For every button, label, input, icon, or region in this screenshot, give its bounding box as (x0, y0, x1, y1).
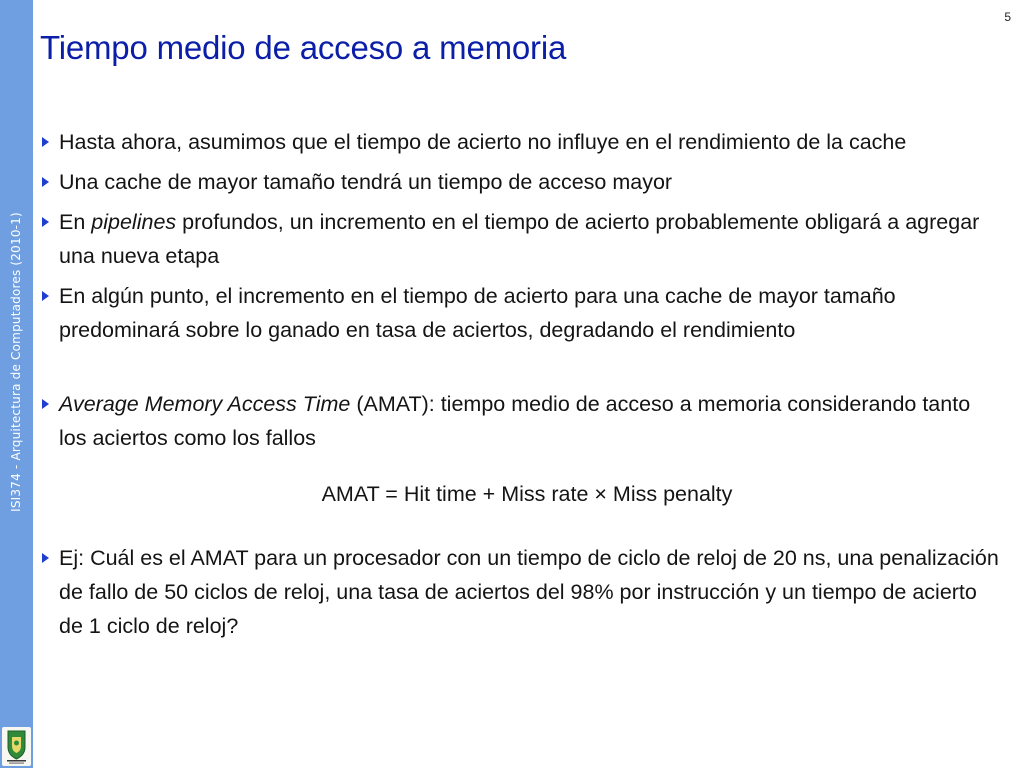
bullet-text: Una cache de mayor tamaño tendrá un tiempo de acceso mayor (59, 170, 673, 194)
bullet-text-italic: pipelines (91, 210, 177, 234)
bullet-item (42, 387, 1002, 455)
bullet-text-prefix: En (59, 210, 92, 234)
slide-body (42, 125, 1002, 649)
bullet-item (42, 205, 1002, 273)
bullet-arrow-icon (42, 137, 49, 147)
bullet-text-rest: (AMAT): tiempo medio de acceso a memoria considerando tanto los aciertos como los fallos (59, 392, 971, 450)
bullet-text: Ej: Cuál es el AMAT para un procesador con un tiempo de ciclo de reloj de 20 ns, una penalización de fallo de 50 ciclos de reloj, una tasa de aciertos del 98% por instrucción y un tiempo de acierto de 1 ciclo de reloj? (59, 546, 999, 638)
amat-formula: AMAT = Hit time + Miss rate × Miss penalty (321, 482, 733, 506)
bullet-item (42, 541, 1002, 643)
course-label: ISI374 - Arquitectura de Computadores (2010-1) (9, 212, 23, 512)
bullet-text-italic: Average Memory Access Time (59, 392, 351, 416)
bullet-arrow-icon (42, 217, 49, 227)
bullet-arrow-icon (42, 177, 49, 187)
slide-number: 5 (1004, 10, 1011, 24)
bullet-text-rest: profundos, un incremento en el tiempo de acierto probablemente obligará a agregar una nueva etapa (59, 210, 980, 268)
bullet-item (42, 165, 1002, 199)
university-seal-icon (2, 727, 31, 766)
spacer (42, 353, 1002, 387)
bullet-item (42, 125, 1002, 159)
bullet-arrow-icon (42, 553, 49, 563)
bullet-text: En algún punto, el incremento en el tiempo de acierto para una cache de mayor tamaño predominará sobre lo ganado en tasa de aciertos, degradando el rendimiento (59, 284, 896, 342)
bullet-arrow-icon (42, 291, 49, 301)
bullet-text: Hasta ahora, asumimos que el tiempo de acierto no influye en el rendimiento de la cache (59, 130, 907, 154)
slide-title: Tiempo medio de acceso a memoria (40, 29, 567, 66)
bullet-arrow-icon (42, 399, 49, 409)
sidebar-band (0, 0, 33, 768)
bullet-item (42, 279, 1002, 347)
